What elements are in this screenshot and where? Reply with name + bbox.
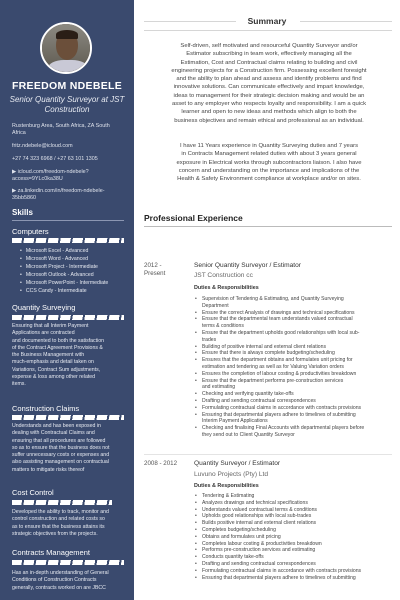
contact-email[interactable]: fritz.ndebele@icloud.com <box>12 143 73 149</box>
list-item: • Microsoft Outlook - Advanced <box>20 271 108 279</box>
list-item: • Performs pre-construction services and estimating <box>194 547 394 554</box>
cost-control-skill-bar <box>12 500 112 505</box>
list-item: • Ensures that the department obtains and formulates unit pricing for <box>194 357 394 364</box>
main-content <box>134 0 400 600</box>
list-item: Interim Payment Applications <box>202 418 268 425</box>
job-separator <box>144 454 392 455</box>
list-item: • Checking and verifying quantity take-offs <box>194 391 394 398</box>
list-item: and estimating <box>202 384 236 391</box>
list-item: • Obtains and formulates unit pricing <box>194 534 394 541</box>
list-item: • CCS Candy - Intermediate <box>20 287 108 295</box>
quantity-surveying-text: Ensuring that all Interim Payment Applications are contracted and documented to both the satisfaction of the Contract Agreement Provisions & the Business Management with much-emphasis and detail taken on Variations, Contract Sum adjustments, expense & loss among other related items. <box>12 323 104 388</box>
summary-rule-under <box>144 30 392 31</box>
computers-skill-bar <box>12 238 124 243</box>
list-item: • Ensuring that departmental players adhere to timelines of submitting <box>194 412 394 419</box>
summary-paragraph-1: Self-driven, self motivated and resourceful Quantity Surveyor and/or Estimator subscribing in team work, effectively managing all the Estimation, Cost and Contractual claims relating to building and civil engineering projects for a Construction firm. Possessing excellent foresight and the ability to plan ahead and assess and identify problems and find innovative solutions. Can communicate effectively and impart knowledge, ideas to management for their strategic decision making and would be an asset to any employer who respects loyalty and responsibility. I am a quick learner and open to new ideas and methods which align to both the business objectives and remain ethical and professional as an individual. <box>171 43 367 124</box>
list-item: • Completes budgeting/scheduling <box>194 527 394 534</box>
list-item: • Ensures the completion of labour costing & productivities breakdown <box>194 371 394 378</box>
contact-location-2: Africa <box>12 130 26 136</box>
list-item: • Conducts quantity take-offs <box>194 554 394 561</box>
computers-list <box>20 247 108 295</box>
skills-heading: Skills <box>12 208 33 217</box>
list-item: terms & conditions <box>202 323 244 330</box>
computers-heading: Computers <box>12 227 49 236</box>
construction-claims-skill-bar <box>12 415 124 420</box>
experience-heading: Professional Experience <box>144 213 243 223</box>
list-item: they send out to Client Quantity Surveyor <box>202 431 295 438</box>
contact-icloud-link[interactable]: ▶ icloud.com/freedom-ndebele? <box>12 169 89 175</box>
list-item: • Tendering & Estimating <box>194 493 394 500</box>
job-1-duties-heading: Duties & Responsibilities <box>194 285 259 291</box>
quantity-surveying-skill-bar <box>12 315 124 320</box>
cost-control-heading: Cost Control <box>12 488 54 497</box>
job-2-duties-list <box>194 493 394 581</box>
list-item: trades <box>202 336 217 343</box>
list-item: • Understands valued contractual terms & conditions <box>194 507 394 514</box>
sidebar <box>0 0 134 600</box>
construction-claims-heading: Construction Claims <box>12 404 80 413</box>
job-2-dates: 2008 - 2012 <box>144 460 178 467</box>
list-item: Department <box>202 302 229 309</box>
list-item: • Ensuring that departmental players adhere to timelines of submitting <box>194 575 394 582</box>
contracts-management-text: Has an in-depth understanding of General Conditions of Construction Contracts generally, contracts worked on are JBCC <box>12 570 109 591</box>
quantity-surveying-heading: Quantity Surveying <box>12 303 76 312</box>
list-item: • Microsoft Project - Intermediate <box>20 263 108 271</box>
list-item: • Drafting and sending contractual correspondences <box>194 398 394 405</box>
contracts-management-skill-bar <box>12 560 124 565</box>
summary-heading: Summary <box>247 16 287 26</box>
profile-name: FREEDOM NDEBELE <box>11 80 123 92</box>
list-item: • Formulating contractual claims in accordance with contracts provisions <box>194 568 394 575</box>
construction-claims-text: Understands and has been exposed in dealing with Contractual Claims and ensuring that all procedures are followed so as to ensure that the business does not suffer unnecessary costs or expenses and also assisting management on contractual matters to mitigate risks thereof <box>12 423 110 473</box>
job-2-title: Quantity Surveyor / Estimator <box>194 460 281 467</box>
contact-location: Rustenburg Area, South Africa, ZA South <box>12 123 110 129</box>
job-2-duties-heading: Duties & Responsibilities <box>194 483 259 489</box>
list-item: • Microsoft PowerPoint - Intermediate <box>20 279 108 287</box>
list-item: • Ensure that the departmental team understands valued contractual <box>194 316 394 323</box>
list-item: • Formulating contractual claims in accordance with contracts provisions <box>194 405 394 412</box>
list-item: • Upholds good relationships with local sub-trades <box>194 513 394 520</box>
list-item: • Builds positive internal and external client relations <box>194 520 394 527</box>
contact-icloud-link-2[interactable]: access=9YLc0ka38U <box>12 176 63 182</box>
job-1-company: JST Construction cc <box>194 272 253 279</box>
summary-paragraph-2: I have 11 Years experience in Quantity Surveying duties and 7 years in Contracts Management related duties with about 3 years general exposure in Electrical works through subcontractors liaison. I also have concern and understanding on the importance and implications of the Health & Safety Environment compliance at workplace and/or on sites. <box>176 143 362 183</box>
list-item: • Microsoft Word - Advanced <box>20 255 108 263</box>
job-2-company: Luvuno Projects (Pty) Ltd <box>194 471 269 478</box>
contact-phone: +27 74 323 6968 / +27 63 101 1305 <box>12 156 98 162</box>
list-item: • Ensure the correct Analysis of drawings and technical specifications <box>194 310 394 317</box>
job-1-title: Senior Quantity Surveyor / Estimator <box>194 262 302 269</box>
list-item: • Microsoft Excel - Advanced <box>20 247 108 255</box>
list-item: • Supervision of Tendering & Estimating, and Quantity Surveying <box>194 296 394 303</box>
profile-role: Senior Quantity Surveyor at JST Construction <box>9 95 125 114</box>
contact-linkedin-link[interactable]: ▶ za.linkedin.com/in/freedom-ndebele- <box>12 188 105 194</box>
list-item: • Ensure that there is always complete budgeting/scheduling <box>194 350 394 357</box>
cost-control-text: Developed the ability to track, monitor and control construction and related costs so as to ensure that the business attains its strategic objectives from the projects. <box>12 509 109 537</box>
list-item: • Ensure that the department upholds good relationships with local sub- <box>194 330 394 337</box>
list-item: • Drafting and sending contractual correspondences <box>194 561 394 568</box>
contracts-management-heading: Contracts Management <box>12 548 90 557</box>
list-item: estimation and tendering as well as for Valuing Variation orders <box>202 363 344 370</box>
list-item: • Completes labour costing & productivities breakdown <box>194 541 394 548</box>
avatar <box>40 22 92 74</box>
experience-rule <box>144 226 392 227</box>
list-item: • Analyzes drawings and technical specifications <box>194 500 394 507</box>
divider <box>12 220 124 221</box>
list-item: • Ensure that the department performs pre-construction services <box>194 378 394 385</box>
summary-rule-right <box>300 21 392 22</box>
job-1-dates: 2012 - Present <box>144 262 166 277</box>
list-item: • Checking and finalising Final Accounts with departmental players before <box>194 425 394 432</box>
job-1-duties-list <box>194 296 394 439</box>
contact-linkedin-link-2[interactable]: 35bb5860 <box>12 195 36 201</box>
list-item: • Building of positive internal and external client relations <box>194 344 394 351</box>
